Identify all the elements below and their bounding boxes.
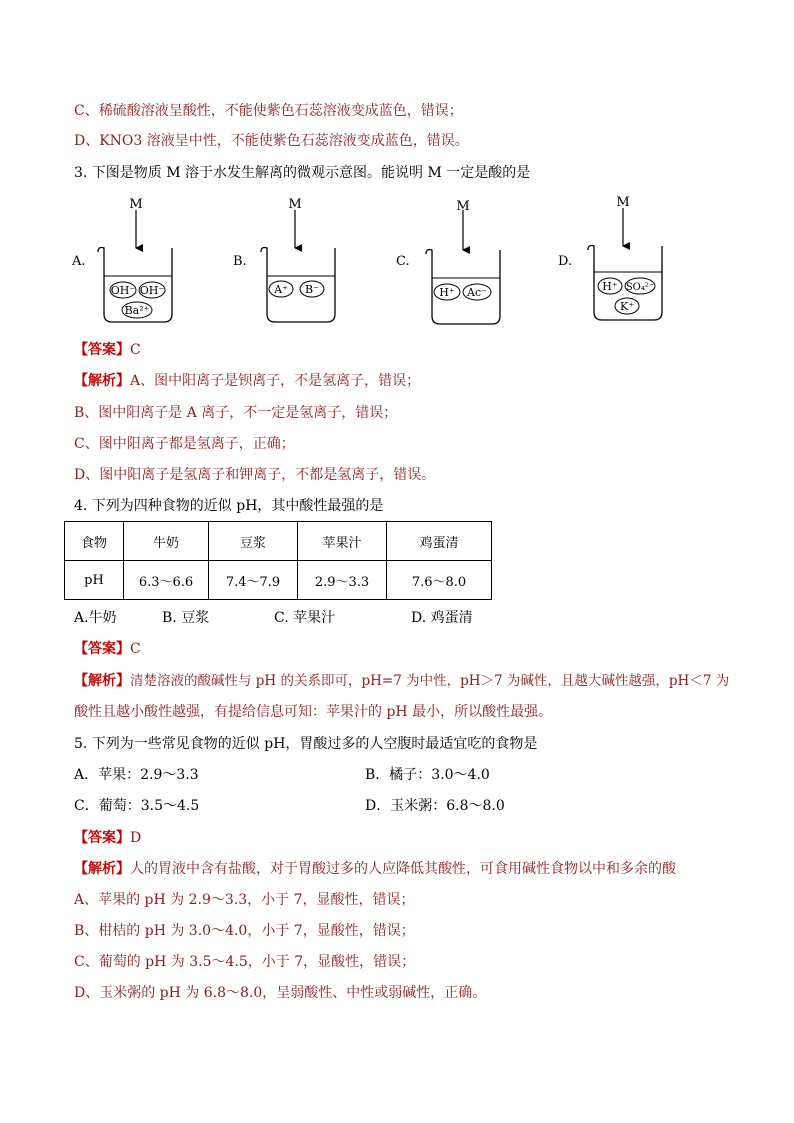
m-label-b: M [288, 197, 302, 212]
q4-analysis-line-2: 酸性且越小酸性越强，有提给信息可知：苹果汁的 pH 最小，所以酸性最强。 [74, 704, 553, 720]
q4-option-a: A.牛奶 [74, 610, 117, 626]
analysis-text: A、图中阳离子是钡离子，不是氢离子，错误； [130, 373, 421, 389]
q5-answer [74, 828, 141, 848]
table-cell: 7.4～7.9 [209, 561, 298, 600]
q5-option-a: A．苹果：2.9～3.3 [74, 767, 199, 783]
beaker-d [588, 196, 662, 320]
q3-analysis-line-2: B、图中阳离子是 A 离子，不一定是氢离子，错误； [74, 405, 398, 421]
ion-c-1: H⁺ [439, 286, 455, 299]
table-cell: 食物 [65, 522, 124, 561]
q3-beaker-diagrams [70, 196, 670, 330]
q5-option-b: B．橘子：3.0～4.0 [365, 767, 490, 783]
analysis-tag: 【解析】 [74, 861, 130, 877]
ion-c-2: Ac⁻ [467, 286, 487, 299]
q4-stem: 4. 下列为四种食物的近似 pH，其中酸性最强的是 [74, 498, 384, 514]
q5-analysis-line-4: C、葡萄的 pH 为 3.5～4.5，小于 7，显酸性，错误； [74, 954, 416, 970]
q4-analysis-line-1 [74, 671, 729, 691]
m-label-c: M [456, 199, 470, 214]
answer-value: D [130, 830, 142, 846]
q3-option-d-letter: D. [558, 254, 573, 269]
table-row [65, 561, 492, 600]
answer-value: C [130, 641, 141, 657]
ion-b-2: B⁻ [305, 283, 319, 296]
table-cell: 7.6～8.0 [387, 561, 492, 600]
q3-answer [74, 340, 141, 360]
answer-value: C [130, 342, 141, 358]
ion-b-1: A⁺ [274, 283, 288, 296]
q3-option-c-letter: C. [396, 254, 410, 269]
ion-d-2: SO₄²⁻ [625, 282, 655, 293]
q4-ph-table [64, 521, 492, 600]
beaker-a [98, 197, 172, 322]
q3-analysis-line-1 [74, 371, 420, 391]
table-cell: 豆浆 [209, 522, 298, 561]
q5-analysis-line-2: A、苹果的 pH 为 2.9～3.3，小于 7，显酸性，错误； [74, 892, 415, 908]
analysis-tag: 【解析】 [74, 673, 130, 689]
beaker-c [426, 199, 500, 324]
analysis-text: 清楚溶液的酸碱性与 pH 的关系即可，pH=7 为中性，pH＞7 为碱性，且越大碱性越强，pH＜7 为 [130, 673, 730, 689]
analysis-text: 人的胃液中含有盐酸，对于胃酸过多的人应降低其酸性，可食用碱性食物以中和多余的酸 [130, 861, 676, 877]
q3-analysis-line-4: D、图中阳离子是氢离子和钾离子，不都是氢离子，错误。 [74, 467, 436, 483]
ion-a-3: Ba²⁺ [124, 304, 150, 317]
q3-analysis-line-3: C、图中阳离子都是氢离子，正确； [74, 436, 295, 452]
answer-tag: 【答案】 [74, 641, 130, 657]
q4-answer [74, 639, 141, 659]
ion-a-1: OH⁻ [110, 284, 136, 297]
m-label-a: M [129, 197, 143, 212]
ion-d-3: K⁺ [619, 300, 635, 313]
q5-analysis-line-1 [74, 859, 676, 879]
table-cell: 2.9～3.3 [298, 561, 387, 600]
q5-analysis-line-5: D、玉米粥的 pH 为 6.8～8.0，呈弱酸性、中性或弱碱性，正确。 [74, 985, 487, 1001]
answer-tag: 【答案】 [74, 830, 130, 846]
table-cell: 苹果汁 [298, 522, 387, 561]
q4-option-c: C. 苹果汁 [274, 610, 336, 626]
q3-option-a-letter: A. [72, 254, 86, 269]
table-cell: pH [65, 561, 124, 600]
q5-option-c: C．葡萄：3.5～4.5 [74, 798, 200, 814]
table-cell: 6.3～6.6 [124, 561, 209, 600]
m-label-d: M [616, 196, 630, 210]
q5-option-d: D．玉米粥：6.8～8.0 [365, 798, 505, 814]
table-cell: 牛奶 [124, 522, 209, 561]
q4-option-d: D. 鸡蛋清 [411, 610, 473, 626]
answer-tag: 【答案】 [74, 342, 130, 358]
q5-analysis-line-3: B、柑桔的 pH 为 3.0～4.0，小于 7，显酸性，错误； [74, 923, 415, 939]
ion-a-2: OH⁻ [139, 284, 165, 297]
beaker-b [261, 197, 335, 322]
q3-stem: 3. 下图是物质 M 溶于水发生解离的微观示意图。能说明 M 一定是酸的是 [74, 165, 531, 181]
ion-d-1: H⁺ [602, 280, 618, 293]
q3-option-b-letter: B. [233, 254, 247, 269]
q2-option-d-explanation: D、KNO3 溶液呈中性，不能使紫色石蕊溶液变成蓝色，错误。 [74, 133, 469, 149]
q2-option-c-explanation: C、稀硫酸溶液呈酸性，不能使紫色石蕊溶液变成蓝色，错误； [74, 103, 463, 119]
beakers-svg [70, 196, 670, 330]
table-cell: 鸡蛋清 [387, 522, 492, 561]
q5-stem: 5. 下列为一些常见食物的近似 pH，胃酸过多的人空腹时最适宜吃的食物是 [74, 736, 538, 752]
analysis-tag: 【解析】 [74, 373, 130, 389]
q4-option-b: B. 豆浆 [162, 610, 210, 626]
table-row [65, 522, 492, 561]
